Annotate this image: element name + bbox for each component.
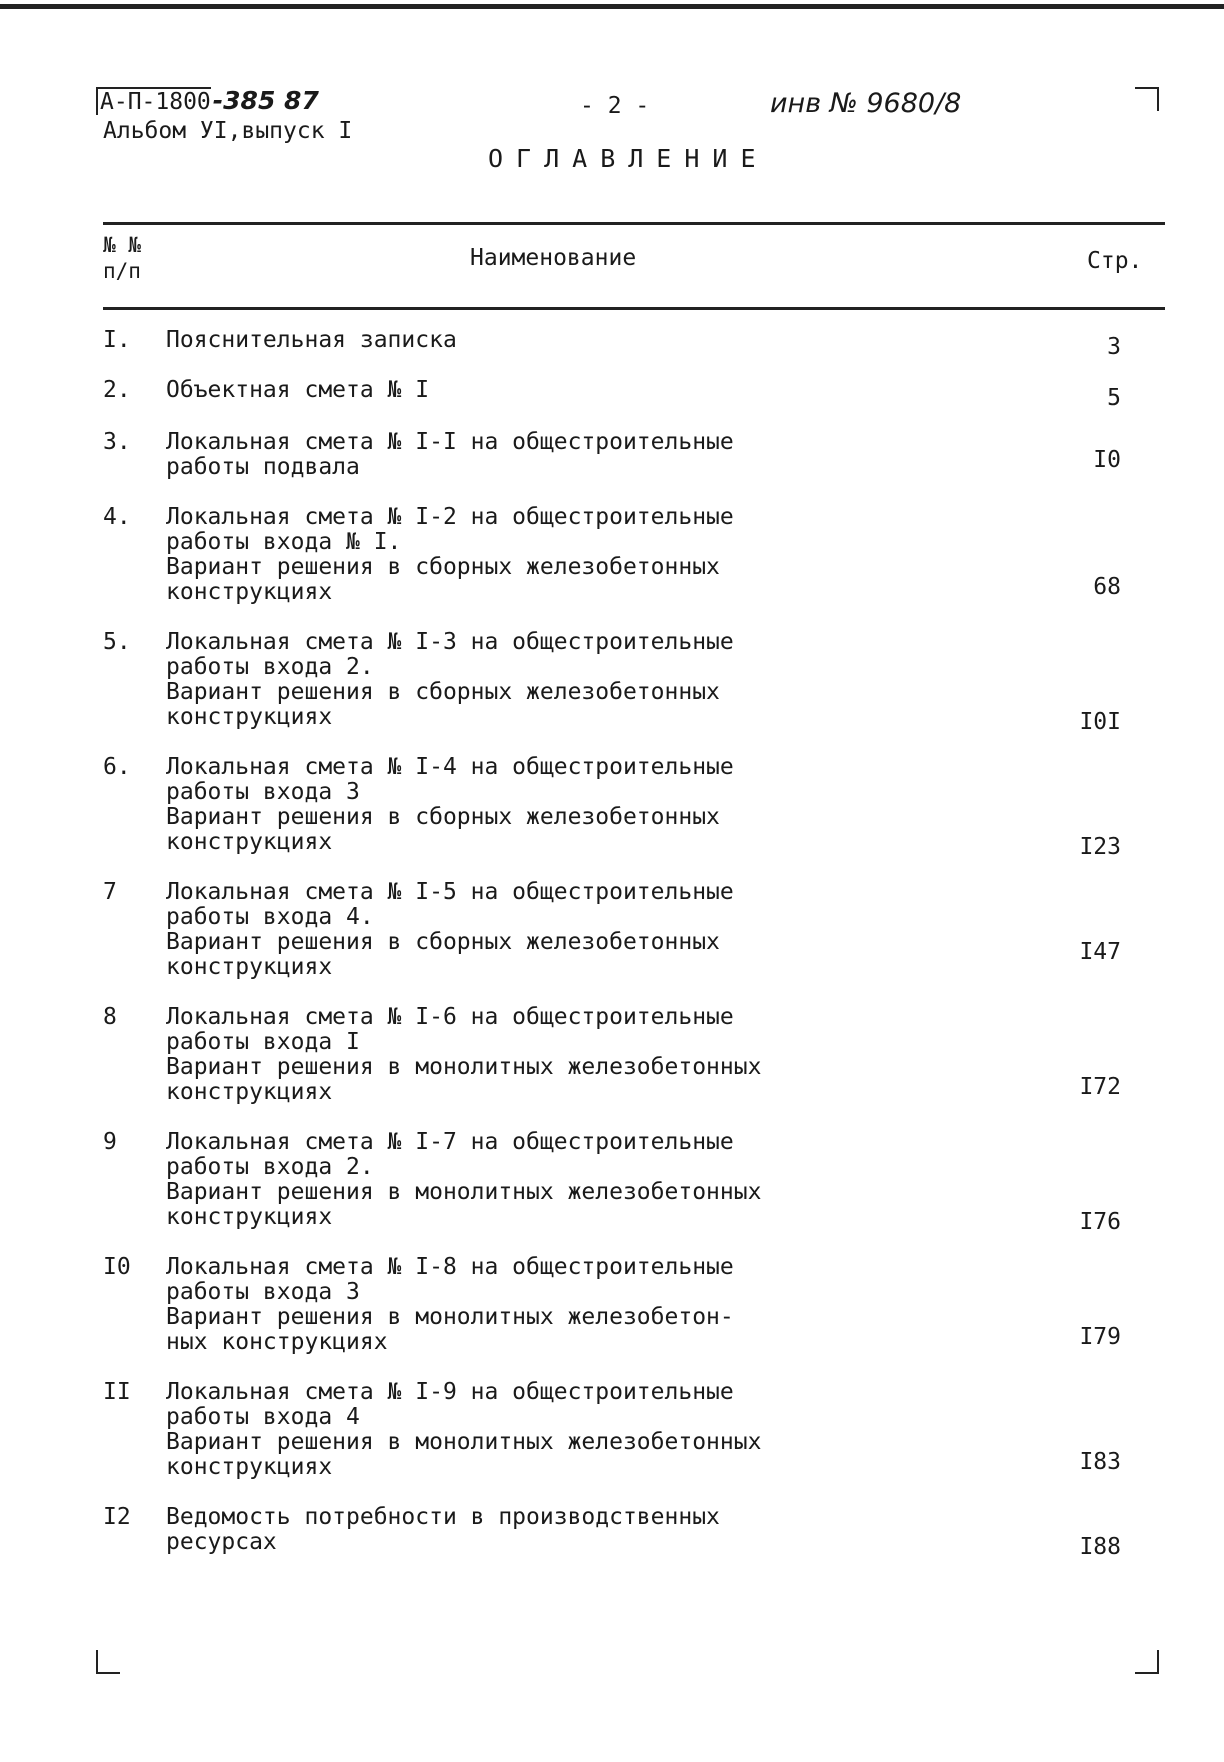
corner-mark-bottom-left [96, 1650, 120, 1674]
inventory-number: инв № 9680/8 [770, 88, 962, 119]
row-title-line: конструкциях [166, 954, 333, 980]
row-title-line: Ведомость потребности в производственных [166, 1504, 720, 1530]
row-title-line: Локальная смета № I-3 на общестроительные [166, 629, 734, 655]
row-title-line: Локальная смета № I-7 на общестроительные [166, 1129, 734, 1155]
row-title-line: Локальная смета № I-8 на общестроительные [166, 1254, 734, 1280]
row-page-number: I76 [1079, 1209, 1121, 1235]
row-number: I2 [103, 1504, 131, 1530]
document-code-printed: А-П-1800 [96, 87, 211, 115]
row-title [166, 630, 734, 730]
row-title-line: работы входа № I. [166, 529, 402, 555]
row-title-line: работы входа 2. [166, 1154, 374, 1180]
top-edge-rule [0, 4, 1224, 9]
row-number: 4. [103, 504, 131, 530]
row-page-number: 68 [1093, 574, 1121, 600]
row-page-number: I88 [1079, 1534, 1121, 1560]
row-number: II [103, 1379, 131, 1405]
row-title-line: ных конструкциях [166, 1329, 388, 1355]
row-title-line: Вариант решения в сборных железобетонных [166, 929, 720, 955]
page-title: ОГЛАВЛЕНИЕ [488, 144, 769, 173]
row-title-line: работы входа 3 [166, 779, 360, 805]
row-page-number: I83 [1079, 1449, 1121, 1475]
column-header-page: Стр. [1087, 248, 1143, 274]
row-title [166, 880, 734, 980]
corner-mark-top-right [1135, 87, 1159, 111]
row-number: 8 [103, 1004, 117, 1030]
column-header-number-line1: № № [103, 233, 141, 257]
row-number: 6. [103, 754, 131, 780]
page-number: - 2 - [580, 93, 650, 119]
row-title [166, 430, 734, 480]
row-page-number: 5 [1107, 385, 1121, 411]
row-title [166, 505, 734, 605]
row-title-line: Вариант решения в монолитных железобетонных [166, 1429, 762, 1455]
row-title-line: работы входа 2. [166, 654, 374, 680]
table-top-rule [103, 222, 1165, 225]
document-code-handwritten: -385 87 [212, 86, 319, 115]
row-title-line: работы входа 4. [166, 904, 374, 930]
row-title [166, 1130, 761, 1230]
row-page-number: I0 [1093, 447, 1121, 473]
row-title-line: конструкциях [166, 1079, 333, 1105]
row-title-line: Локальная смета № I-9 на общестроительные [166, 1379, 734, 1405]
row-title-line: Вариант решения в сборных железобетонных [166, 679, 720, 705]
row-title-line: работы входа 4 [166, 1404, 360, 1430]
column-header-number [103, 232, 163, 284]
row-title-line: Локальная смета № I-5 на общестроительные [166, 879, 734, 905]
row-title-line: конструкциях [166, 1454, 333, 1480]
row-title-line: Вариант решения в сборных железобетонных [166, 804, 720, 830]
row-title-line: Вариант решения в монолитных железобетон- [166, 1304, 734, 1330]
row-title-line: Вариант решения в монолитных железобетонных [166, 1179, 762, 1205]
row-number: 2. [103, 377, 131, 403]
row-number: I. [103, 327, 131, 353]
row-title-line: Вариант решения в сборных железобетонных [166, 554, 720, 580]
row-title-line: Локальная смета № I-4 на общестроительные [166, 754, 734, 780]
row-page-number: I79 [1079, 1324, 1121, 1350]
column-header-number-line2: п/п [103, 259, 141, 283]
row-number: 5. [103, 629, 131, 655]
row-number: I0 [103, 1254, 131, 1280]
row-title-line: работы входа I [166, 1029, 360, 1055]
row-page-number: I47 [1079, 939, 1121, 965]
row-title-line: конструкциях [166, 1204, 333, 1230]
table-header-rule [103, 307, 1165, 310]
row-title-line: Локальная смета № I-I на общестроительные [166, 429, 734, 455]
row-page-number: I0I [1079, 709, 1121, 735]
row-title-line: конструкциях [166, 579, 333, 605]
document-code [96, 87, 319, 116]
row-page-number: 3 [1107, 334, 1121, 360]
row-title [166, 328, 457, 353]
album-label: Альбом УI,выпуск I [103, 118, 353, 144]
row-title-line: ресурсах [166, 1529, 277, 1555]
row-title-line: Локальная смета № I-2 на общестроительные [166, 504, 734, 530]
row-title-line: Вариант решения в монолитных железобетонных [166, 1054, 762, 1080]
corner-mark-bottom-right [1135, 1650, 1159, 1674]
row-number: 9 [103, 1129, 117, 1155]
column-header-name: Наименование [470, 245, 637, 271]
row-title [166, 1380, 761, 1480]
row-title [166, 1255, 734, 1355]
row-title-line: Объектная смета № I [166, 377, 430, 403]
row-page-number: I72 [1079, 1074, 1121, 1100]
row-title [166, 378, 429, 403]
row-title-line: Пояснительная записка [166, 327, 457, 353]
row-title [166, 755, 734, 855]
row-title-line: конструкциях [166, 704, 333, 730]
row-number: 3. [103, 429, 131, 455]
row-number: 7 [103, 879, 117, 905]
row-title-line: Локальная смета № I-6 на общестроительные [166, 1004, 734, 1030]
row-title [166, 1505, 720, 1555]
row-title [166, 1005, 761, 1105]
row-page-number: I23 [1079, 834, 1121, 860]
row-title-line: работы подвала [166, 454, 360, 480]
row-title-line: работы входа 3 [166, 1279, 360, 1305]
row-title-line: конструкциях [166, 829, 333, 855]
